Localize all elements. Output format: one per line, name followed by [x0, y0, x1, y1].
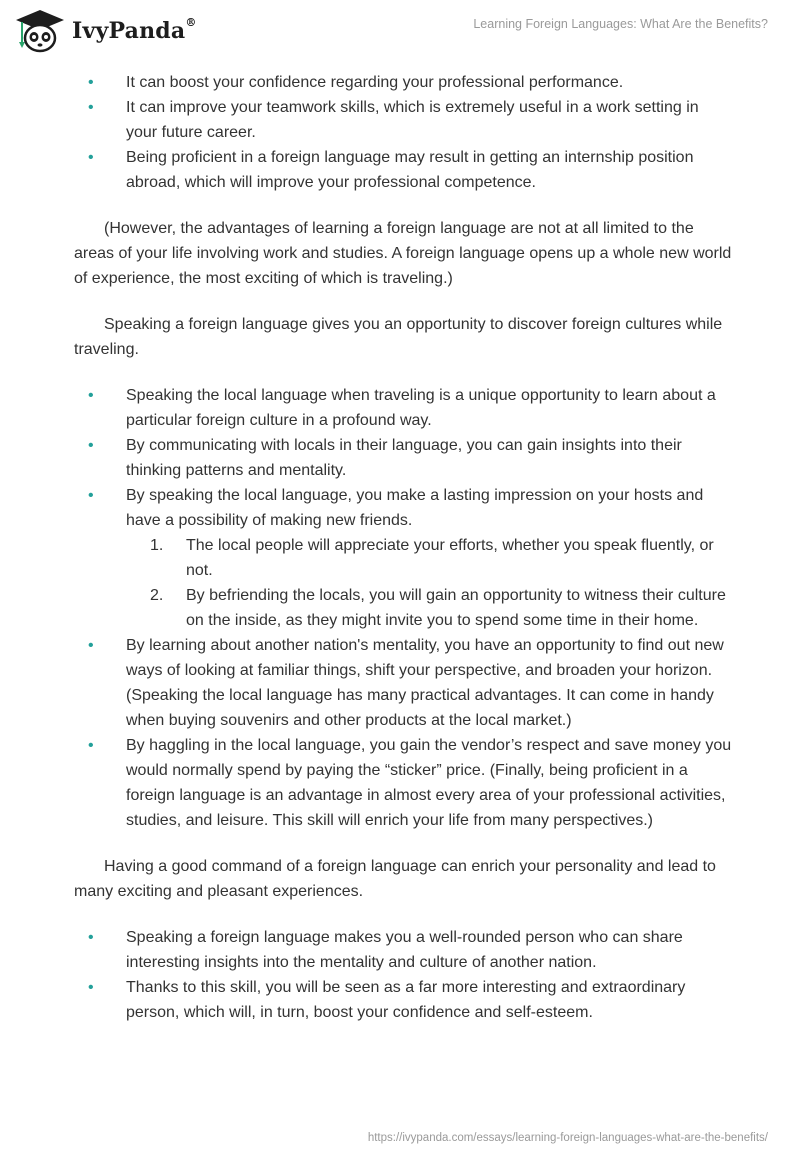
- list-item: • By speaking the local language, you make a lasting impression on your hosts and have a possibility of making new friends. 1. The local people will appreciate your efforts, whether you speak fluently, or not. 2. By befriending the locals, you will gain an opportunity to witness their culture on the inside, as they might invite you to spend some time in their home.: [74, 483, 734, 633]
- essay-body: [74, 70, 734, 1025]
- document-title: Learning Foreign Languages: What Are the Benefits?: [473, 17, 768, 31]
- bullet-icon: •: [88, 99, 94, 116]
- sublist-item: 2. By befriending the locals, you will gain an opportunity to witness their culture on the inside, as they might invite you to spend some time in their home.: [150, 587, 726, 629]
- list-item: • By communicating with locals in their language, you can gain insights into their thinking patterns and mentality.: [74, 433, 734, 483]
- list-item: • It can improve your teamwork skills, which is extremely useful in a work setting in your future career.: [74, 95, 734, 145]
- brand-name: IvyPanda®: [72, 16, 197, 44]
- paragraph: (However, the advantages of learning a foreign language are not at all limited to the areas of your life involving work and studies. A foreign language opens up a whole new world of experience, the most exciting of which is traveling.): [74, 220, 732, 287]
- bullet-icon: •: [88, 74, 94, 91]
- bullet-list-personality: [74, 925, 734, 1025]
- bullet-list-professional: [74, 70, 734, 195]
- bullet-icon: •: [88, 149, 94, 166]
- list-item: • By learning about another nation's mentality, you have an opportunity to find out new ways of looking at familiar things, shift your perspective, and broaden your horizon. (Speaking the local language has many practical advantages. It can come in handy when buying souvenirs and other products at the local market.): [74, 633, 734, 733]
- list-item: • It can boost your confidence regarding your professional performance.: [74, 70, 734, 95]
- list-item: • Thanks to this skill, you will be seen as a far more interesting and extraordinary person, which will, in turn, boost your confidence and self-esteem.: [74, 975, 734, 1025]
- bullet-icon: •: [88, 929, 94, 946]
- bullet-icon: •: [88, 387, 94, 404]
- list-item: • Speaking the local language when traveling is a unique opportunity to learn about a particular foreign culture in a profound way.: [74, 383, 734, 433]
- ivypanda-logo[interactable]: [14, 8, 197, 54]
- bullet-icon: •: [88, 637, 94, 654]
- sublist-item: 1. The local people will appreciate your efforts, whether you speak fluently, or not.: [150, 537, 714, 579]
- paragraph: Having a good command of a foreign language can enrich your personality and lead to many exciting and pleasant experiences.: [74, 858, 716, 900]
- numbered-sublist: [126, 533, 734, 633]
- bullet-icon: •: [88, 437, 94, 454]
- page-header: [0, 0, 800, 64]
- bullet-icon: •: [88, 487, 94, 504]
- list-item: • Being proficient in a foreign language may result in getting an internship position abroad, which will improve your professional competence.: [74, 145, 734, 195]
- bullet-icon: •: [88, 737, 94, 754]
- source-url-link[interactable]: https://ivypanda.com/essays/learning-foreign-languages-what-are-the-benefits/: [367, 1132, 768, 1144]
- bullet-list-traveling: [74, 383, 734, 833]
- paragraph: Speaking a foreign language gives you an opportunity to discover foreign cultures while traveling.: [74, 316, 723, 358]
- panda-graduate-icon: [14, 8, 66, 54]
- list-item: • Speaking a foreign language makes you a well-rounded person who can share interesting insights into the mentality and culture of another nation.: [74, 925, 734, 975]
- bullet-icon: •: [88, 979, 94, 996]
- list-item: • By haggling in the local language, you gain the vendor’s respect and save money you would normally spend by paying the “sticker” price. (Finally, being proficient in a foreign language is an advantage in almost every area of your professional activities, studies, and leisure. This skill will enrich your life from many perspectives.): [74, 733, 734, 833]
